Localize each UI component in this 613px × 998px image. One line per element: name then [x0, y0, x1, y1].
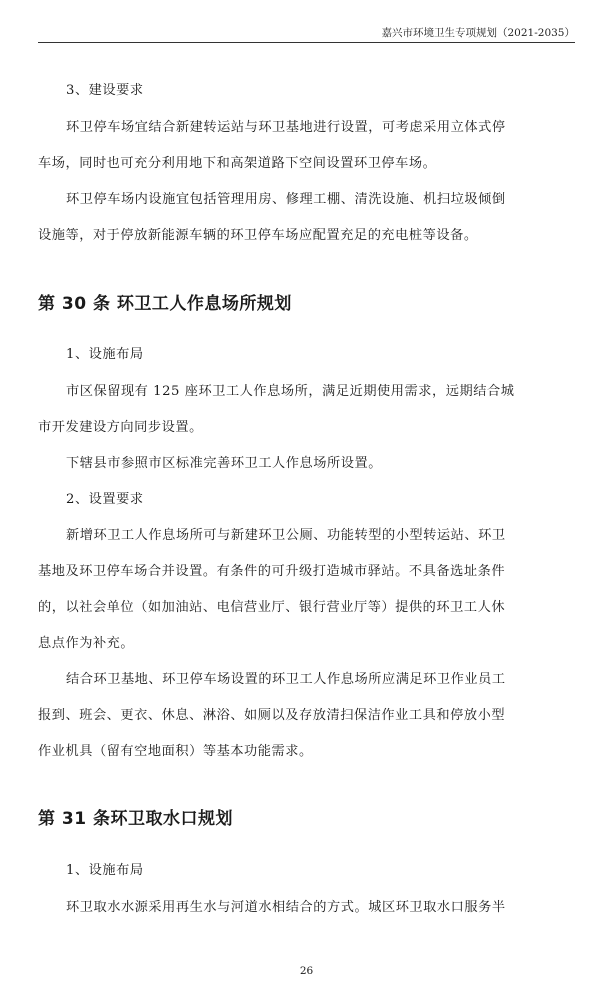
- page-header: [38, 26, 575, 43]
- paragraph-line: 作业机具（留有空地面积）等基本功能需求。: [38, 744, 313, 759]
- subsection-title: 2、设置要求: [66, 492, 144, 507]
- article-heading: 第 31 条环卫取水口规划: [38, 809, 233, 829]
- paragraph-line: 环卫停车场内设施宜包括管理用房、修理工棚、清洗设施、机扫垃圾倾倒: [66, 192, 506, 207]
- page-number: 26: [299, 965, 314, 977]
- paragraph-line: 基地及环卫停车场合并设置。有条件的可升级打造城市驿站。不具备选址条件: [38, 564, 506, 579]
- subsection-title: 1、设施布局: [66, 863, 144, 878]
- paragraph-line: 的，以社会单位（如加油站、电信营业厅、银行营业厅等）提供的环卫工人休: [38, 600, 506, 615]
- subsection-title: 3、建设要求: [66, 83, 144, 98]
- subsection-title: 1、设施布局: [66, 347, 144, 362]
- paragraph-line: 息点作为补充。: [38, 636, 135, 651]
- paragraph-line: 结合环卫基地、环卫停车场设置的环卫工人作息场所应满足环卫作业员工: [66, 672, 506, 687]
- paragraph-line: 环卫停车场宜结合新建转运站与环卫基地进行设置，可考虑采用立体式停: [66, 120, 506, 135]
- paragraph-line: 下辖县市参照市区标准完善环卫工人作息场所设置。: [66, 456, 382, 471]
- paragraph-line: 车场，同时也可充分利用地下和高架道路下空间设置环卫停车场。: [38, 156, 437, 171]
- paragraph-line: 新增环卫工人作息场所可与新建环卫公厕、功能转型的小型转运站、环卫: [66, 528, 506, 543]
- article-heading: 第 30 条 环卫工人作息场所规划: [38, 294, 292, 314]
- paragraph-line: 设施等，对于停放新能源车辆的环卫停车场应配置充足的充电桩等设备。: [38, 228, 478, 243]
- paragraph-line: 环卫取水水源采用再生水与河道水相结合的方式。城区环卫取水口服务半: [66, 900, 506, 915]
- paragraph-line: 市开发建设方向同步设置。: [38, 420, 203, 435]
- header-title: 嘉兴市环境卫生专项规划（2021-2035）: [381, 27, 575, 39]
- paragraph-line: 报到、班会、更衣、休息、淋浴、如厕以及存放清扫保洁作业工具和停放小型: [38, 708, 506, 723]
- paragraph-line: 市区保留现有 125 座环卫工人作息场所，满足近期使用需求，远期结合城: [66, 384, 515, 399]
